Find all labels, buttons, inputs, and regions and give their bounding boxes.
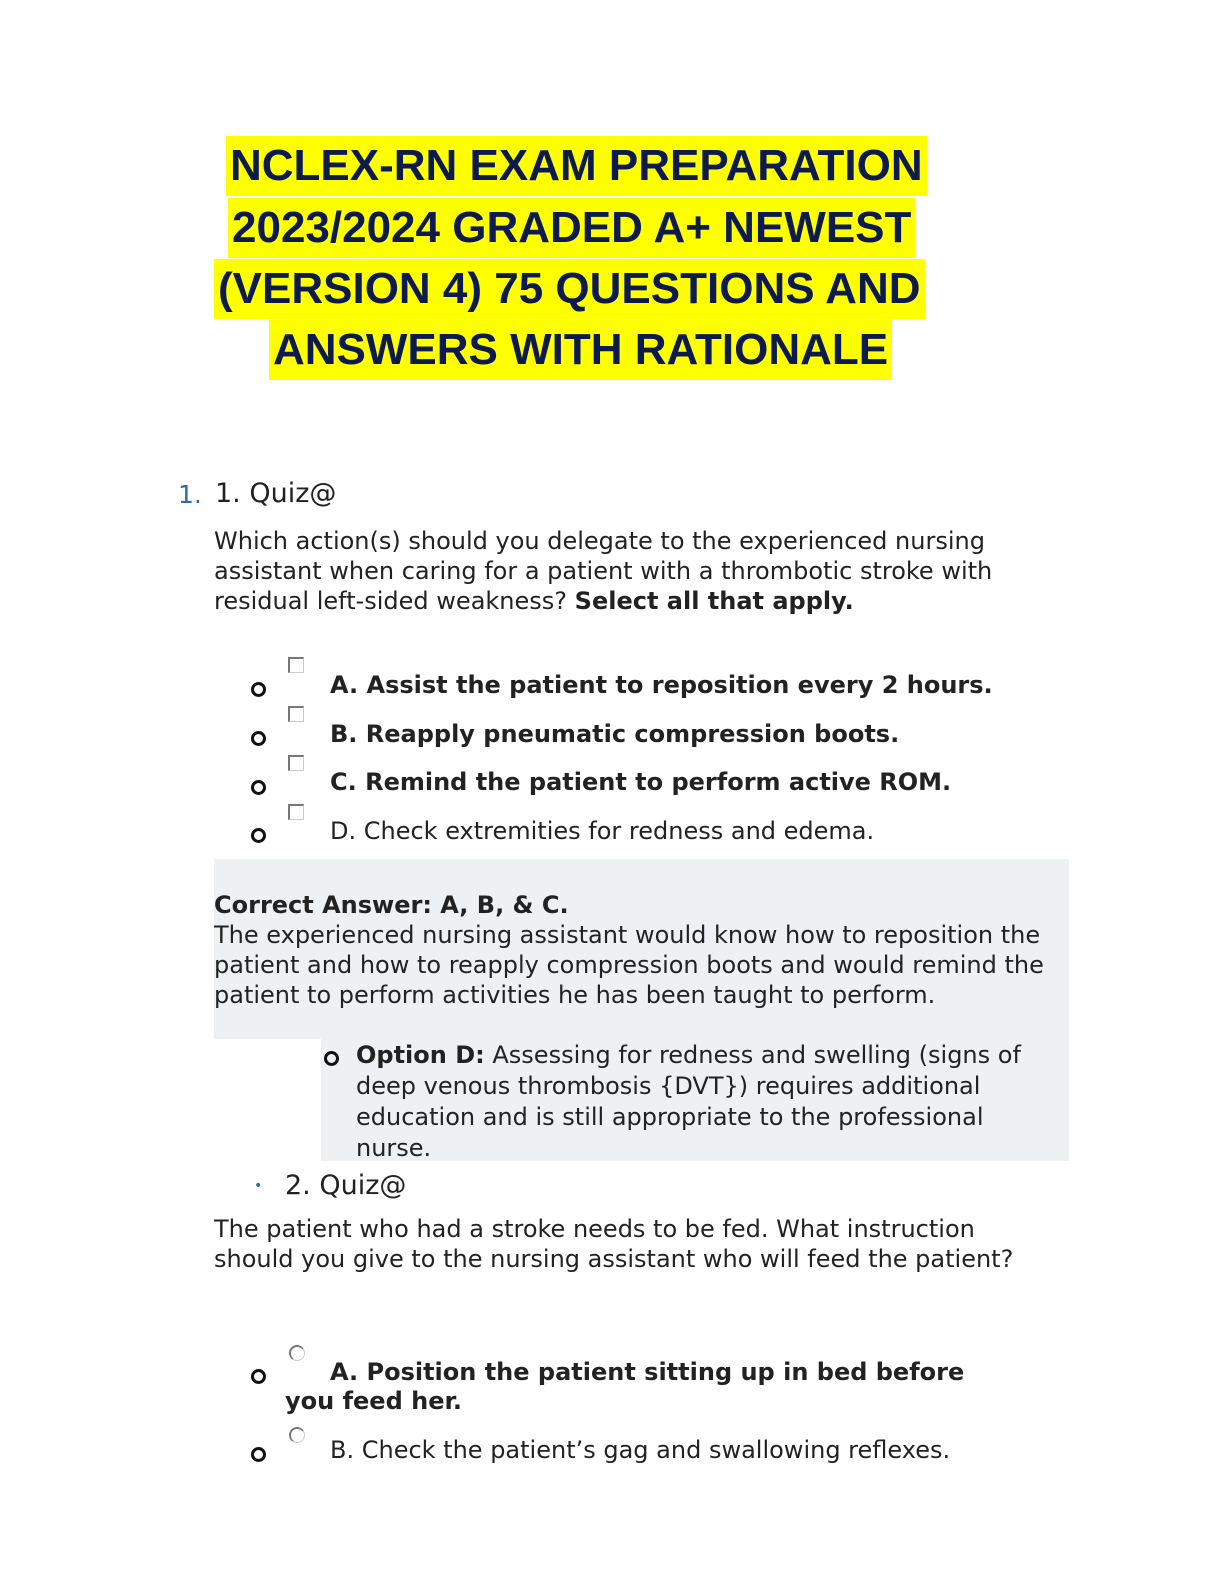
rationale-label: Option D: [356,1041,485,1069]
question-title: 1. Quiz@ [215,478,337,509]
title-line-1: NCLEX-RN EXAM PREPARATION [226,136,927,196]
radio-option-b[interactable] [289,1427,305,1443]
list-bullet [251,828,266,843]
title-line-2: 2023/2024 GRADED A+ NEWEST [228,198,915,258]
option-b: B. Reapply pneumatic compression boots. [330,720,900,748]
checkbox-option-b[interactable] [288,706,304,722]
radio-option-a[interactable] [289,1345,305,1361]
list-bullet [324,1051,339,1066]
option-a: A. Position the patient sitting up in bed before [330,1358,965,1386]
list-bullet [251,682,266,697]
list-bullet [251,731,266,746]
rationale-block [356,1040,1061,1164]
option-a: A. Assist the patient to reposition every 2 hours. [330,671,993,699]
checkbox-option-c[interactable] [288,755,304,771]
correct-answer: Correct Answer: A, B, & C. [214,891,569,919]
option-d: D. Check extremities for redness and edema. [330,817,875,845]
list-bullet: • [254,1178,263,1194]
list-bullet [251,1369,266,1384]
title-line-3: (VERSION 4) 75 QUESTIONS AND [214,259,925,319]
answer-block [214,890,1059,1010]
question-text: The patient who had a stroke needs to be fed. What instruction should you give to the nursing assistant who will feed the patient? [214,1215,1014,1273]
question-text [214,526,1064,616]
rationale-text: Assessing for redness and swelling (signs of deep venous thrombosis {DVT}) requires additional education and is still appropriate to the professional nurse. [356,1041,1021,1162]
question-emphasis: Select all that apply. [574,587,854,615]
checkbox-option-d[interactable] [288,804,304,820]
list-number: 1. [178,480,202,509]
option-a-continued: you feed her. [285,1387,462,1415]
option-c: C. Remind the patient to perform active ROM. [330,768,952,796]
option-b: B. Check the patient’s gag and swallowing reflexes. [330,1436,951,1464]
list-bullet [251,780,266,795]
answer-explanation: The experienced nursing assistant would know how to reposition the patient and how to reapply compression boots and would remind the patient to perform activities he has been taught to perform. [214,921,1044,1009]
title-line-4: ANSWERS WITH RATIONALE [269,320,892,380]
question-title: 2. Quiz@ [285,1170,407,1201]
question-body: Which action(s) should you delegate to the experienced nursing assistant when caring for a patient with a thrombotic stroke with residual left-sided weakness? [214,527,993,615]
checkbox-option-a[interactable] [288,657,304,673]
list-bullet [251,1447,266,1462]
